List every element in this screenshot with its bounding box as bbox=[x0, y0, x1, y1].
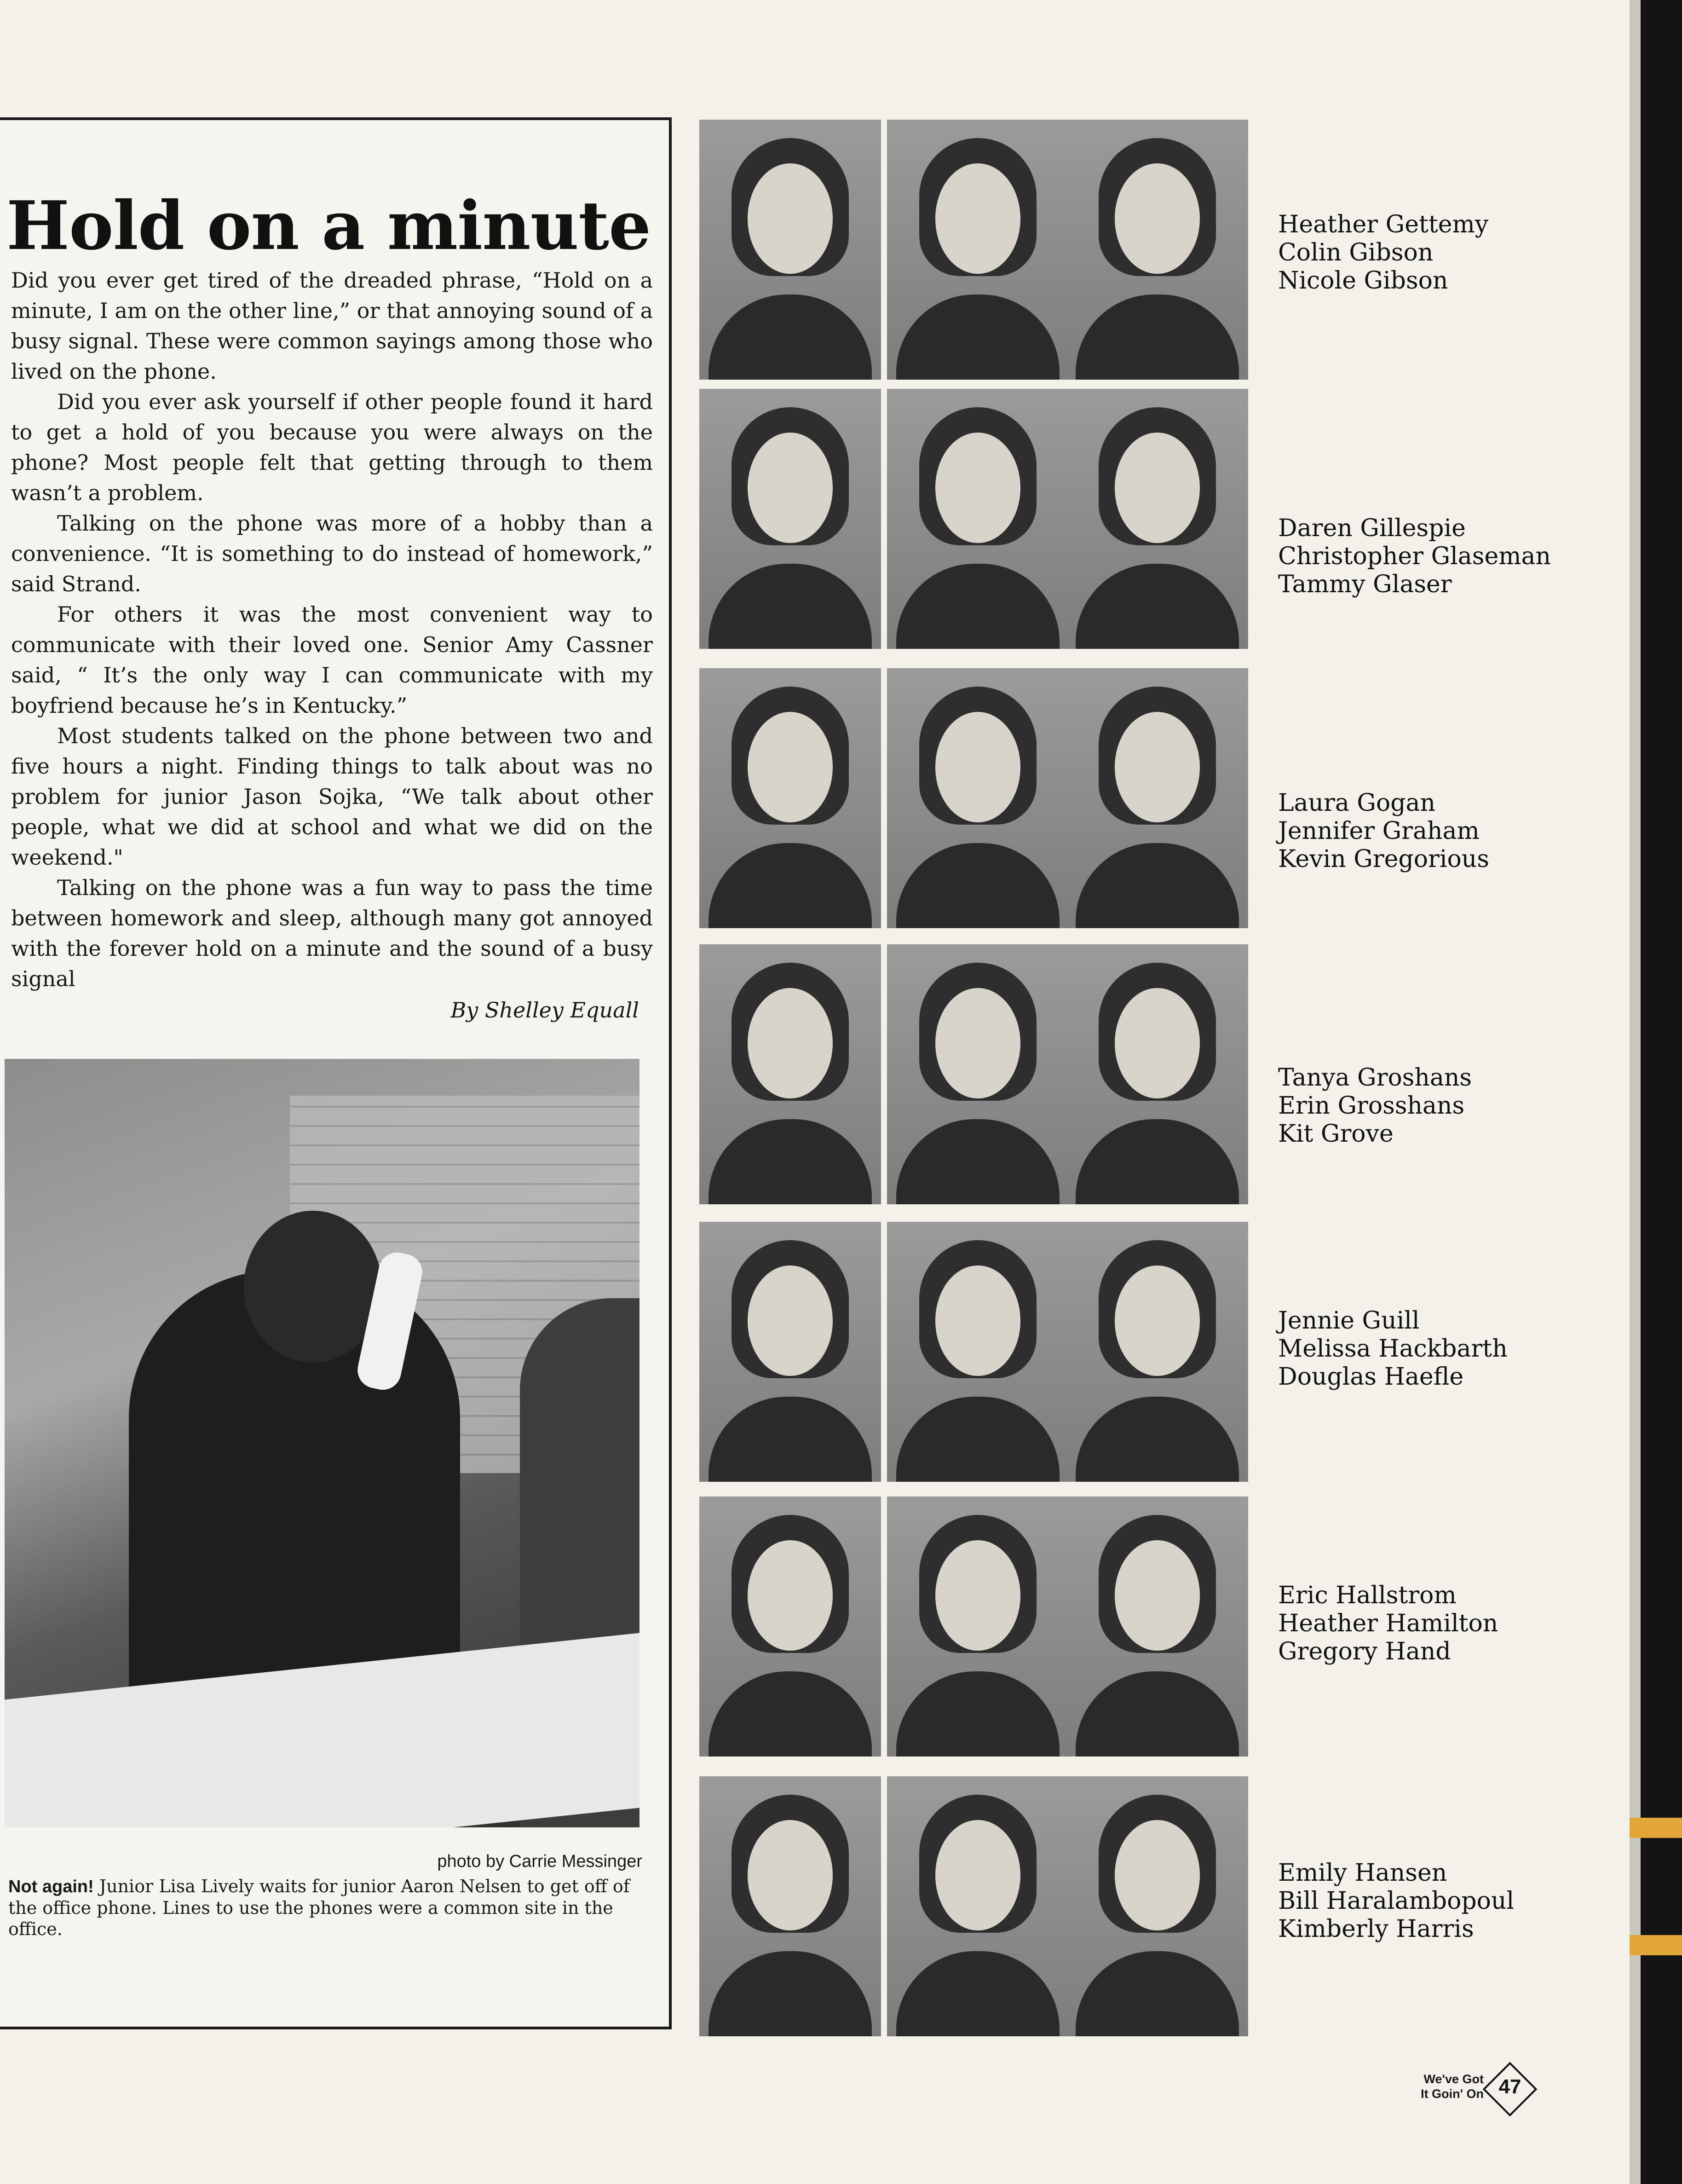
student-name: Laura Gogan bbox=[1278, 789, 1436, 817]
photo-credit: photo by Carrie Messinger bbox=[437, 1852, 642, 1871]
portrait-photo bbox=[887, 120, 1069, 380]
portrait-photo bbox=[887, 389, 1069, 649]
article-photo bbox=[5, 1059, 639, 1827]
student-name: Christopher Glaseman bbox=[1278, 543, 1551, 570]
portrait-photo bbox=[699, 668, 881, 928]
student-name: Emily Hansen bbox=[1278, 1859, 1447, 1887]
portrait-photo bbox=[699, 1776, 881, 2036]
photo-figure-head bbox=[244, 1211, 382, 1363]
student-name: Gregory Hand bbox=[1278, 1638, 1451, 1665]
portrait-names-row-3 bbox=[1278, 789, 1637, 873]
article-paragraph: Did you ever get tired of the dreaded phrase, “Hold on a minute, I am on the other line,” or that annoying sound of a busy signal. These were common sayings among those who lived on the phone. bbox=[11, 268, 653, 384]
article-paragraph: Talking on the phone was more of a hobby than a convenience. “It is something to do instead of homework,” said Strand. bbox=[11, 511, 653, 596]
article-box bbox=[0, 117, 672, 2029]
portrait-photo bbox=[699, 1496, 881, 1756]
student-name: Erin Grosshans bbox=[1278, 1092, 1465, 1120]
student-name: Tammy Glaser bbox=[1278, 571, 1452, 598]
portrait-names-row-5 bbox=[1278, 1307, 1637, 1391]
portrait-photo bbox=[699, 120, 881, 380]
portrait-photo bbox=[1066, 1222, 1248, 1482]
article-paragraph: For others it was the most convenient way to communicate with their loved one. Senior Amy Cassner said, “ It’s the only way I can communicate with my boyfriend because he’s in Kentucky.” bbox=[11, 602, 653, 718]
portrait-photo bbox=[1066, 389, 1248, 649]
portrait-photo bbox=[699, 944, 881, 1204]
article-paragraph: Talking on the phone was a fun way to pass the time between homework and sleep, although many got annoyed with the forever hold on a minute and the sound of a busy signal bbox=[11, 875, 653, 991]
binding-mark bbox=[1630, 1935, 1682, 1955]
portrait-photo bbox=[1066, 1776, 1248, 2036]
student-name: Jennie Guill bbox=[1278, 1307, 1420, 1335]
photo-caption bbox=[8, 1876, 652, 1940]
footer-slogan-line: We've Got bbox=[1423, 2072, 1484, 2086]
student-name: Kimberly Harris bbox=[1278, 1915, 1474, 1943]
portrait-photo bbox=[699, 389, 881, 649]
student-name: Daren Gillespie bbox=[1278, 514, 1466, 542]
student-name: Melissa Hackbarth bbox=[1278, 1335, 1508, 1363]
caption-lead: Not again! bbox=[8, 1877, 94, 1896]
portrait-photo bbox=[1066, 1496, 1248, 1756]
student-name: Colin Gibson bbox=[1278, 239, 1434, 266]
article-body bbox=[11, 265, 653, 1023]
student-name: Bill Haralambopoul bbox=[1278, 1887, 1515, 1915]
portrait-photo bbox=[887, 1496, 1069, 1756]
footer-logo bbox=[1406, 2062, 1530, 2131]
student-name: Kevin Gregorious bbox=[1278, 845, 1489, 873]
portrait-photo bbox=[887, 668, 1069, 928]
student-name: Douglas Haefle bbox=[1278, 1363, 1464, 1391]
footer-slogan-line: It Goin' On bbox=[1421, 2087, 1484, 2101]
footer-slogan bbox=[1406, 2072, 1484, 2101]
portrait-names-row-6 bbox=[1278, 1582, 1637, 1666]
book-binding bbox=[1641, 0, 1682, 2184]
article-paragraph: Did you ever ask yourself if other people found it hard to get a hold of you because you were always on the phone? Most people felt that getting through to them wasn’t a problem. bbox=[11, 389, 653, 505]
student-name: Eric Hallstrom bbox=[1278, 1582, 1457, 1609]
caption-text: Junior Lisa Lively waits for junior Aaron Nelsen to get off of the office phone. Lines to use the phones were a common site in the office. bbox=[8, 1876, 630, 1939]
portrait-photo bbox=[887, 944, 1069, 1204]
portrait-names-row-1 bbox=[1278, 211, 1637, 295]
portrait-photo bbox=[1066, 668, 1248, 928]
portrait-photo bbox=[887, 1222, 1069, 1482]
page-number: 47 bbox=[1498, 2075, 1521, 2098]
portrait-names-row-4 bbox=[1278, 1064, 1637, 1148]
portrait-photo bbox=[1066, 944, 1248, 1204]
portrait-photo bbox=[887, 1776, 1069, 2036]
article-byline: By Shelley Equall bbox=[450, 998, 639, 1023]
student-name: Tanya Groshans bbox=[1278, 1064, 1472, 1092]
student-name: Jennifer Graham bbox=[1278, 817, 1480, 845]
student-name: Heather Gettemy bbox=[1278, 211, 1489, 238]
article-paragraph: Most students talked on the phone between two and five hours a night. Finding things to talk about was no problem for junior Jason Sojka, “We talk about other people, what we did at school and what we did on the weekend." bbox=[11, 723, 653, 870]
article-headline: Hold on a minute bbox=[6, 187, 651, 265]
portrait-photo bbox=[699, 1222, 881, 1482]
student-name: Nicole Gibson bbox=[1278, 267, 1448, 295]
binding-mark bbox=[1630, 1818, 1682, 1838]
student-name: Kit Grove bbox=[1278, 1120, 1394, 1148]
portrait-names-row-7 bbox=[1278, 1859, 1637, 1943]
portrait-photo bbox=[1066, 120, 1248, 380]
student-name: Heather Hamilton bbox=[1278, 1610, 1498, 1637]
portrait-names-row-2 bbox=[1278, 514, 1637, 599]
